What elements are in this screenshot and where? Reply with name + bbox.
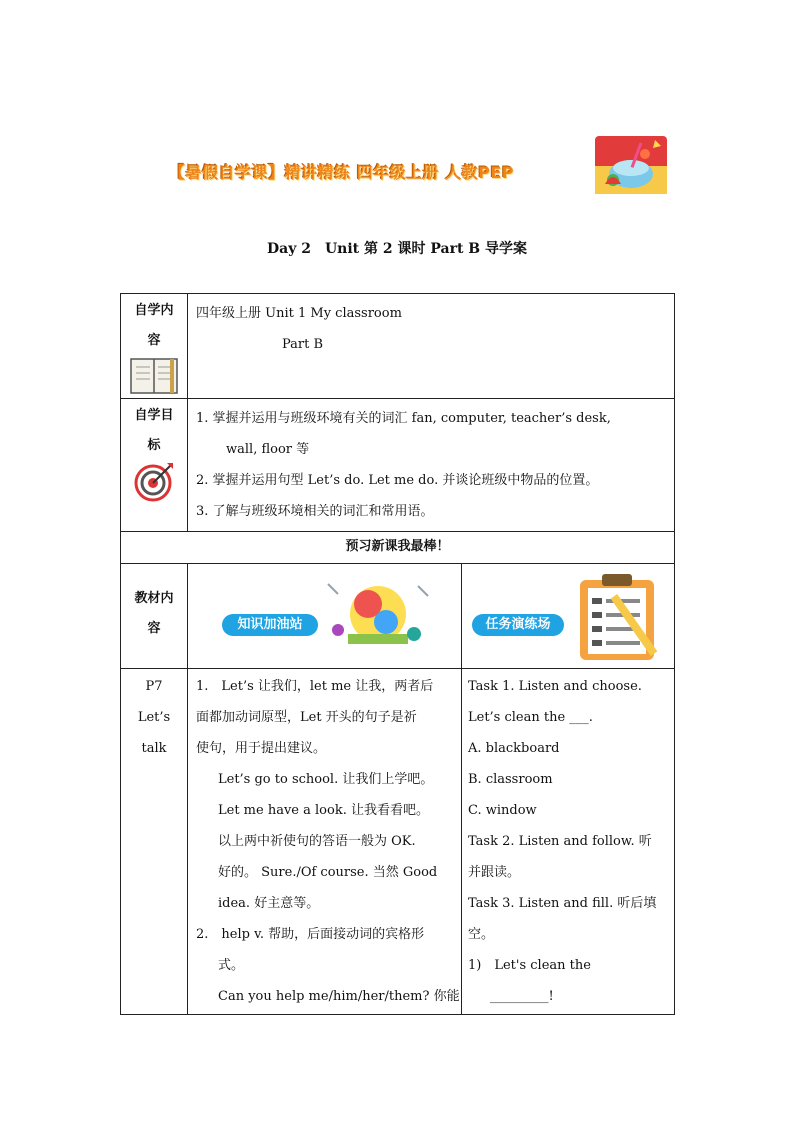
goal-item: wall, floor 等: [226, 442, 310, 457]
goal-item: 1. 掌握并运用与班级环境有关的词汇 fan, computer, teacher’s desk,: [196, 411, 611, 426]
knowledge-illustration: [188, 564, 460, 668]
clipboard-illustration: [462, 564, 674, 668]
knowledge-cell: [188, 564, 462, 669]
label-text: 容: [147, 621, 161, 636]
task-option: C. window: [468, 803, 537, 818]
goal-item: 3. 了解与班级环境相关的词汇和常用语。: [196, 504, 434, 519]
page-ref: P7: [145, 679, 163, 694]
note-line: idea. 好主意等。: [218, 896, 320, 911]
label-cell: [121, 399, 188, 532]
row-section-header: [121, 532, 675, 564]
note-line: 式。: [218, 958, 245, 973]
note-line: 2. help v. 帮助，后面接动词的宾格形: [196, 927, 425, 942]
task-line: Task 2. Listen and follow. 听: [468, 834, 652, 849]
note-line: 使句，用于提出建议。: [196, 741, 327, 756]
task-line: 1) Let's clean the: [468, 958, 591, 973]
label-cell: [121, 564, 188, 669]
label-text: 标: [147, 438, 161, 453]
task-line: 并跟读。: [468, 865, 521, 880]
page-ref: talk: [141, 741, 167, 756]
content-line: 四年级上册 Unit 1 My classroom: [196, 306, 402, 321]
document-title: Day 2 Unit 第 2 课时 Part B 导学案: [266, 241, 528, 257]
label-text: 自学目: [134, 408, 174, 423]
task-label: 任务演练场: [485, 617, 551, 632]
label-text: 自学内: [134, 303, 174, 318]
row-study-goals: [121, 399, 675, 532]
knowledge-label: 知识加油站: [237, 617, 303, 632]
row-study-content: [121, 294, 675, 399]
task-option: B. classroom: [468, 772, 553, 787]
label-text: 容: [147, 333, 161, 348]
task-line: Let’s clean the ___.: [468, 710, 593, 725]
task-line: Task 1. Listen and choose.: [468, 679, 642, 694]
label-text: 教材内: [134, 591, 174, 606]
task-cell: [462, 564, 675, 669]
target-icon: [133, 461, 175, 503]
notebook-icon: [130, 358, 178, 394]
note-line: 好的。 Sure./Of course. 当然 Good: [218, 865, 438, 880]
note-line: 面都加动词原型，Let 开头的句子是祈: [196, 710, 417, 725]
note-line: Let’s go to school. 让我们上学吧。: [218, 772, 434, 787]
summer-drink-image: [595, 136, 667, 194]
note-line: Let me have a look. 让我看看吧。: [218, 803, 429, 818]
task-option: A. blackboard: [468, 741, 560, 756]
goals-cell: [188, 399, 675, 532]
note-line: 1. Let’s 让我们，let me 让我，两者后: [196, 679, 434, 694]
section-header: 预习新课我最棒！: [121, 532, 675, 564]
task-line: 空。: [468, 927, 495, 942]
goal-item: 2. 掌握并运用句型 Let’s do. Let me do. 并谈论班级中物品的位置。: [196, 473, 599, 488]
note-line: Can you help me/him/her/them? 你能: [218, 989, 460, 1004]
header-banner: [163, 136, 668, 194]
banner-title: 【暑假自学课】精讲精练 四年级上册 人教PEP: [169, 163, 515, 182]
label-cell: [121, 294, 188, 399]
study-plan-table: [120, 293, 675, 1015]
row-lesson: [121, 669, 675, 1015]
page-ref-cell: [121, 669, 188, 1015]
knowledge-notes-cell: [188, 669, 462, 1015]
note-line: 以上两中祈使句的答语一般为 OK.: [218, 834, 416, 849]
task-list-cell: [462, 669, 675, 1015]
row-materials: [121, 564, 675, 669]
content-cell: [188, 294, 675, 399]
page-ref: Let’s: [137, 710, 171, 725]
content-line: Part B: [282, 337, 324, 352]
fill-blank: _________!: [490, 989, 554, 1004]
task-line: Task 3. Listen and fill. 听后填: [468, 896, 657, 911]
